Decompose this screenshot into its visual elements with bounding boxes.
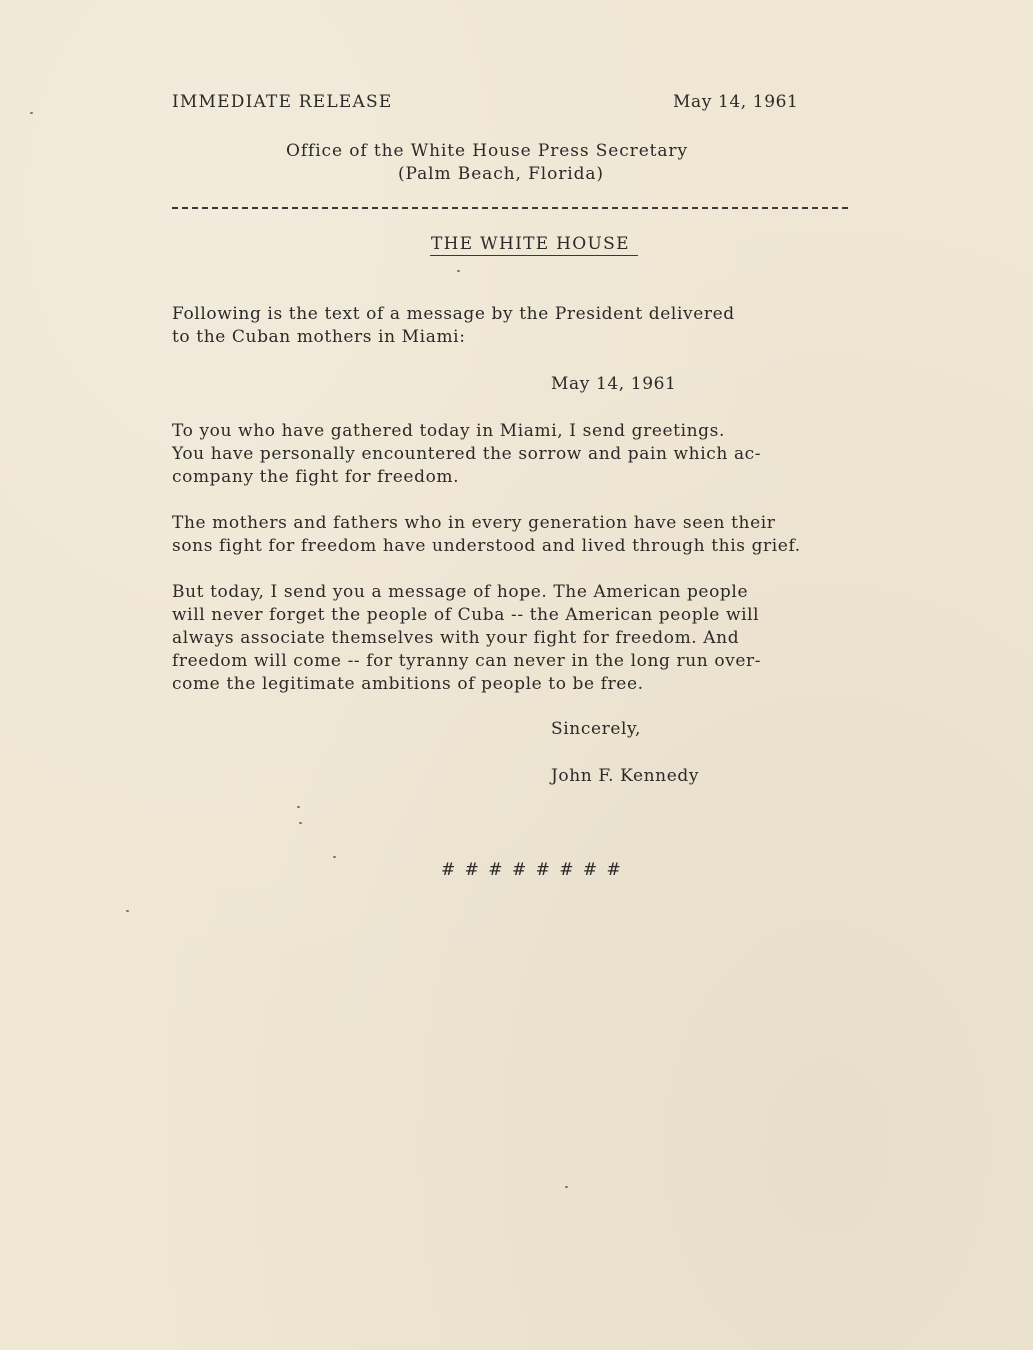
message-date: May 14, 1961 bbox=[551, 374, 677, 394]
message-paragraph-3 bbox=[172, 581, 761, 696]
text-line: always associate themselves with your fight for freedom. And bbox=[172, 628, 740, 648]
message-paragraph-2 bbox=[172, 512, 801, 558]
text-line: company the fight for freedom. bbox=[172, 467, 460, 487]
text-line: To you who have gathered today in Miami, I send greetings. bbox=[172, 421, 725, 441]
paper-speck bbox=[299, 822, 302, 824]
paper-speck bbox=[565, 1186, 568, 1188]
release-date: May 14, 1961 bbox=[673, 92, 799, 112]
closing: Sincerely, bbox=[551, 719, 641, 739]
intro-paragraph bbox=[172, 303, 735, 349]
end-marks: # # # # # # # # bbox=[441, 860, 623, 880]
office-line: Office of the White House Press Secretary bbox=[286, 141, 688, 161]
release-label: IMMEDIATE RELEASE bbox=[172, 92, 393, 112]
text-line: The mothers and fathers who in every generation have seen their bbox=[172, 513, 776, 533]
text-line: You have personally encountered the sorrow and pain which ac- bbox=[172, 444, 762, 464]
paper-speck bbox=[333, 856, 336, 858]
text-line: freedom will come -- for tyranny can never in the long run over- bbox=[172, 651, 762, 671]
paper-speck bbox=[30, 112, 33, 114]
text-line: But today, I send you a message of hope. The American people bbox=[172, 582, 749, 602]
intro-line: Following is the text of a message by the President delivered bbox=[172, 304, 735, 324]
document-title: THE WHITE HOUSE bbox=[431, 234, 630, 254]
text-line: come the legitimate ambitions of people to be free. bbox=[172, 674, 644, 694]
dashed-divider bbox=[172, 207, 848, 209]
intro-line: to the Cuban mothers in Miami: bbox=[172, 327, 466, 347]
location-line: (Palm Beach, Florida) bbox=[398, 164, 604, 184]
title-underline bbox=[430, 255, 638, 256]
paper-speck bbox=[126, 910, 129, 912]
signature-name: John F. Kennedy bbox=[551, 766, 700, 786]
message-paragraph-1 bbox=[172, 420, 761, 489]
text-line: will never forget the people of Cuba -- the American people will bbox=[172, 605, 760, 625]
paper-speck bbox=[297, 806, 300, 808]
text-line: sons fight for freedom have understood and lived through this grief. bbox=[172, 536, 801, 556]
paper-speck bbox=[457, 270, 460, 272]
